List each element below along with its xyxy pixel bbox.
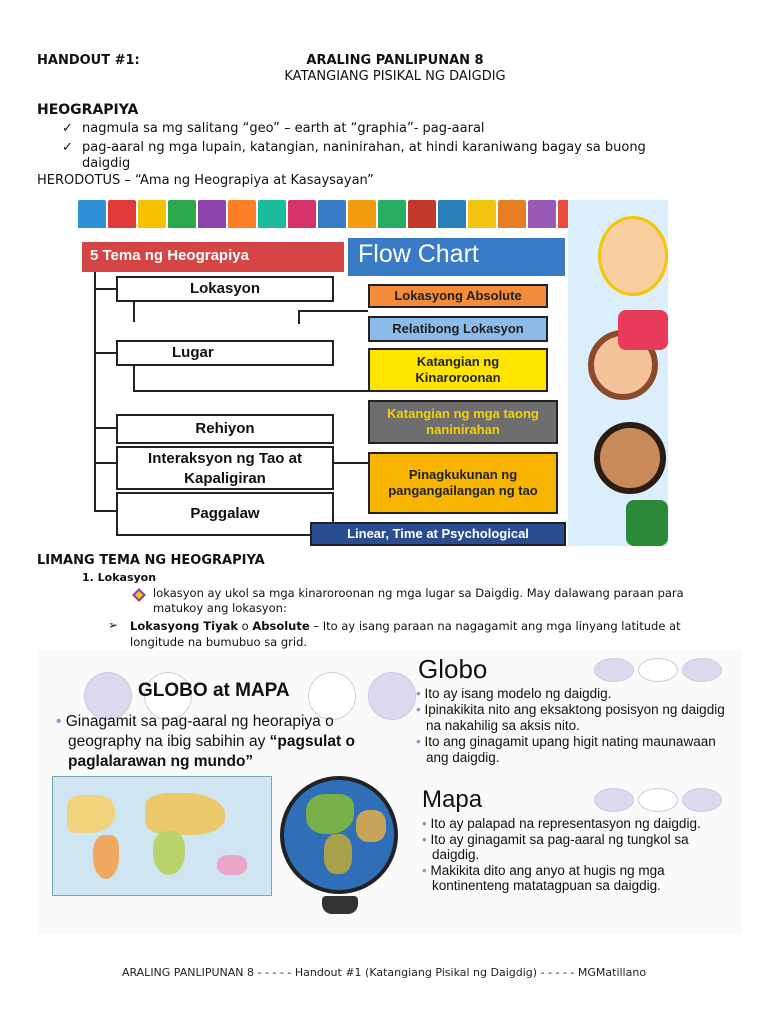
section-heading-limang-tema: LIMANG TEMA NG HEOGRAPIYA bbox=[37, 553, 265, 568]
term-lokasyong-tiyak: Lokasyong Tiyak bbox=[130, 619, 238, 633]
bullet-icon: • bbox=[422, 831, 427, 847]
detail-box-naninirahan: Katangian ng mga taong naninirahan bbox=[368, 400, 558, 444]
globe-stand bbox=[322, 896, 358, 914]
bullet-icon: • bbox=[416, 702, 421, 717]
intro-line-2: geography na ibig sabihin ay bbox=[68, 733, 270, 750]
bullet-text: pag-aaral ng mga lupain, katangian, naninirahan, at hindi karaniwang bagay sa buong bbox=[82, 140, 646, 155]
numbered-item-lokasyon: 1. Lokasyon bbox=[82, 571, 157, 584]
term-absolute: Absolute bbox=[252, 619, 310, 633]
detail-box-kinaroroonan: Katangian ng Kinaroroonan bbox=[368, 348, 548, 392]
connector-line bbox=[133, 302, 135, 322]
globo-point bbox=[416, 686, 734, 702]
globo-point bbox=[416, 702, 734, 734]
lokasyon-description: lokasyon ay ukol sa mga kinaroroonan ng mga lugar sa Daigdig. May dalawang paraan para matukoy ang lokasyon: bbox=[153, 586, 684, 615]
mapa-point bbox=[422, 863, 734, 894]
mapa-points bbox=[422, 816, 734, 894]
globo-mapa-intro bbox=[56, 712, 416, 772]
arrow-bullet-icon: ➢ bbox=[108, 618, 119, 632]
child-shirt bbox=[618, 310, 668, 350]
globo-mapa-title: GLOBO at MAPA bbox=[138, 680, 290, 701]
diamond-bullet-icon bbox=[132, 588, 146, 602]
child-shirt bbox=[626, 500, 668, 546]
globo-point-text: Ipinakikita nito ang eksaktong posisyon ng daigdig na nakahilig sa aksis nito. bbox=[424, 702, 725, 733]
handout-number: HANDOUT #1: bbox=[37, 53, 140, 68]
connector-line bbox=[94, 427, 116, 429]
theme-box-interaksyon: Interaksyon ng Tao at Kapaligiran bbox=[116, 446, 334, 490]
decorative-circle bbox=[638, 658, 678, 682]
subject-title: ARALING PANLIPUNAN 8 bbox=[306, 53, 484, 68]
world-map-picture bbox=[52, 776, 272, 896]
herodotus-line: HERODOTUS – “Ama ng Heograpiya at Kasaysayan” bbox=[37, 173, 374, 188]
decorative-circle bbox=[682, 658, 722, 682]
lokasyong-tiyak-text bbox=[130, 618, 730, 650]
theme-box-lugar: Lugar bbox=[116, 340, 334, 366]
theme-box-paggalaw: Paggalaw bbox=[116, 492, 334, 536]
bullet-text: nagmula sa mg salitang “geo” – earth at “graphia”- pag-aaral bbox=[82, 121, 485, 136]
bullet-icon: • bbox=[422, 816, 427, 831]
check-icon: ✓ bbox=[62, 121, 73, 136]
connector-line bbox=[94, 510, 116, 512]
theme-box-rehiyon: Rehiyon bbox=[116, 414, 334, 444]
bullet-item bbox=[62, 140, 646, 155]
bullet-icon: • bbox=[56, 713, 62, 730]
theme-box-lokasyon: Lokasyon bbox=[116, 276, 334, 302]
bullet-text-continued: daigdig bbox=[82, 156, 131, 171]
connector-line bbox=[133, 390, 368, 392]
globo-point-text: Ito ang ginagamit upang higit nating maunawaan ang daigdig. bbox=[424, 734, 716, 765]
globo-heading: Globo bbox=[418, 654, 488, 684]
bullet-item bbox=[62, 121, 485, 136]
connector-line bbox=[298, 310, 300, 324]
mapa-point-text: Ito ay palapad na representasyon ng daigdig. bbox=[430, 816, 701, 831]
definition-text: – Ito ay isang paraan na nagagamit ang mga linyang latitude at longitude na bumubuo sa grid. bbox=[130, 619, 681, 649]
globe-picture bbox=[280, 776, 398, 894]
bullet-icon: • bbox=[416, 734, 421, 749]
mapa-point bbox=[422, 832, 734, 863]
intro-bold-2: paglalarawan ng mundo” bbox=[68, 753, 254, 770]
flow-chart-image bbox=[78, 200, 668, 546]
connector-line bbox=[298, 310, 368, 312]
decorative-circle bbox=[594, 658, 634, 682]
mapa-point bbox=[422, 816, 734, 832]
check-icon: ✓ bbox=[62, 140, 73, 155]
detail-box-pinagkukunan: Pinagkukunan ng pangangailangan ng tao bbox=[368, 452, 558, 514]
connector-line bbox=[133, 366, 135, 392]
mapa-point-text: Ito ay ginagamit sa pag-aaral ng tungkol sa daigdig. bbox=[430, 831, 689, 862]
connector-line bbox=[94, 288, 116, 290]
intro-line-1: Ginagamit sa pag-aaral ng heorapiya o bbox=[65, 713, 334, 730]
globo-point bbox=[416, 734, 734, 766]
section-heading-heograpiya: HEOGRAPIYA bbox=[37, 102, 139, 118]
connector-line bbox=[94, 352, 116, 354]
intro-bold-1: “pagsulat o bbox=[269, 733, 355, 750]
mapa-heading: Mapa bbox=[422, 786, 483, 813]
detail-box-linear: Linear, Time at Psychological bbox=[310, 522, 566, 546]
globo-points bbox=[416, 686, 734, 766]
decorative-circle bbox=[594, 788, 634, 812]
connector-word: o bbox=[238, 619, 253, 633]
child-illustration bbox=[598, 216, 668, 296]
globo-point-text: Ito ay isang modelo ng daigdig. bbox=[424, 686, 612, 701]
decorative-circle bbox=[682, 788, 722, 812]
connector-line bbox=[94, 272, 96, 512]
decorative-circle bbox=[638, 788, 678, 812]
bullet-icon: • bbox=[422, 862, 427, 878]
topic-title: KATANGIANG PISIKAL NG DAIGDIG bbox=[284, 69, 506, 84]
bullet-icon: • bbox=[416, 686, 421, 701]
flow-chart-header: Flow Chart bbox=[348, 238, 565, 276]
mapa-point-text: Makikita dito ang anyo at hugis ng mga kontinenteng matatagpuan sa daigdig. bbox=[430, 862, 665, 893]
themes-header: 5 Tema ng Heograpiya bbox=[82, 242, 344, 272]
detail-box-relatibo: Relatibong Lokasyon bbox=[368, 316, 548, 342]
connector-line bbox=[94, 462, 116, 464]
globo-mapa-image bbox=[38, 650, 742, 934]
child-illustration bbox=[594, 422, 666, 494]
connector-line bbox=[334, 462, 368, 464]
detail-box-absolute: Lokasyong Absolute bbox=[368, 284, 548, 308]
page-footer: ARALING PANLIPUNAN 8 - - - - - Handout #1 (Katangiang Pisikal ng Daigdig) - - - - - MGMatillano bbox=[121, 966, 647, 979]
